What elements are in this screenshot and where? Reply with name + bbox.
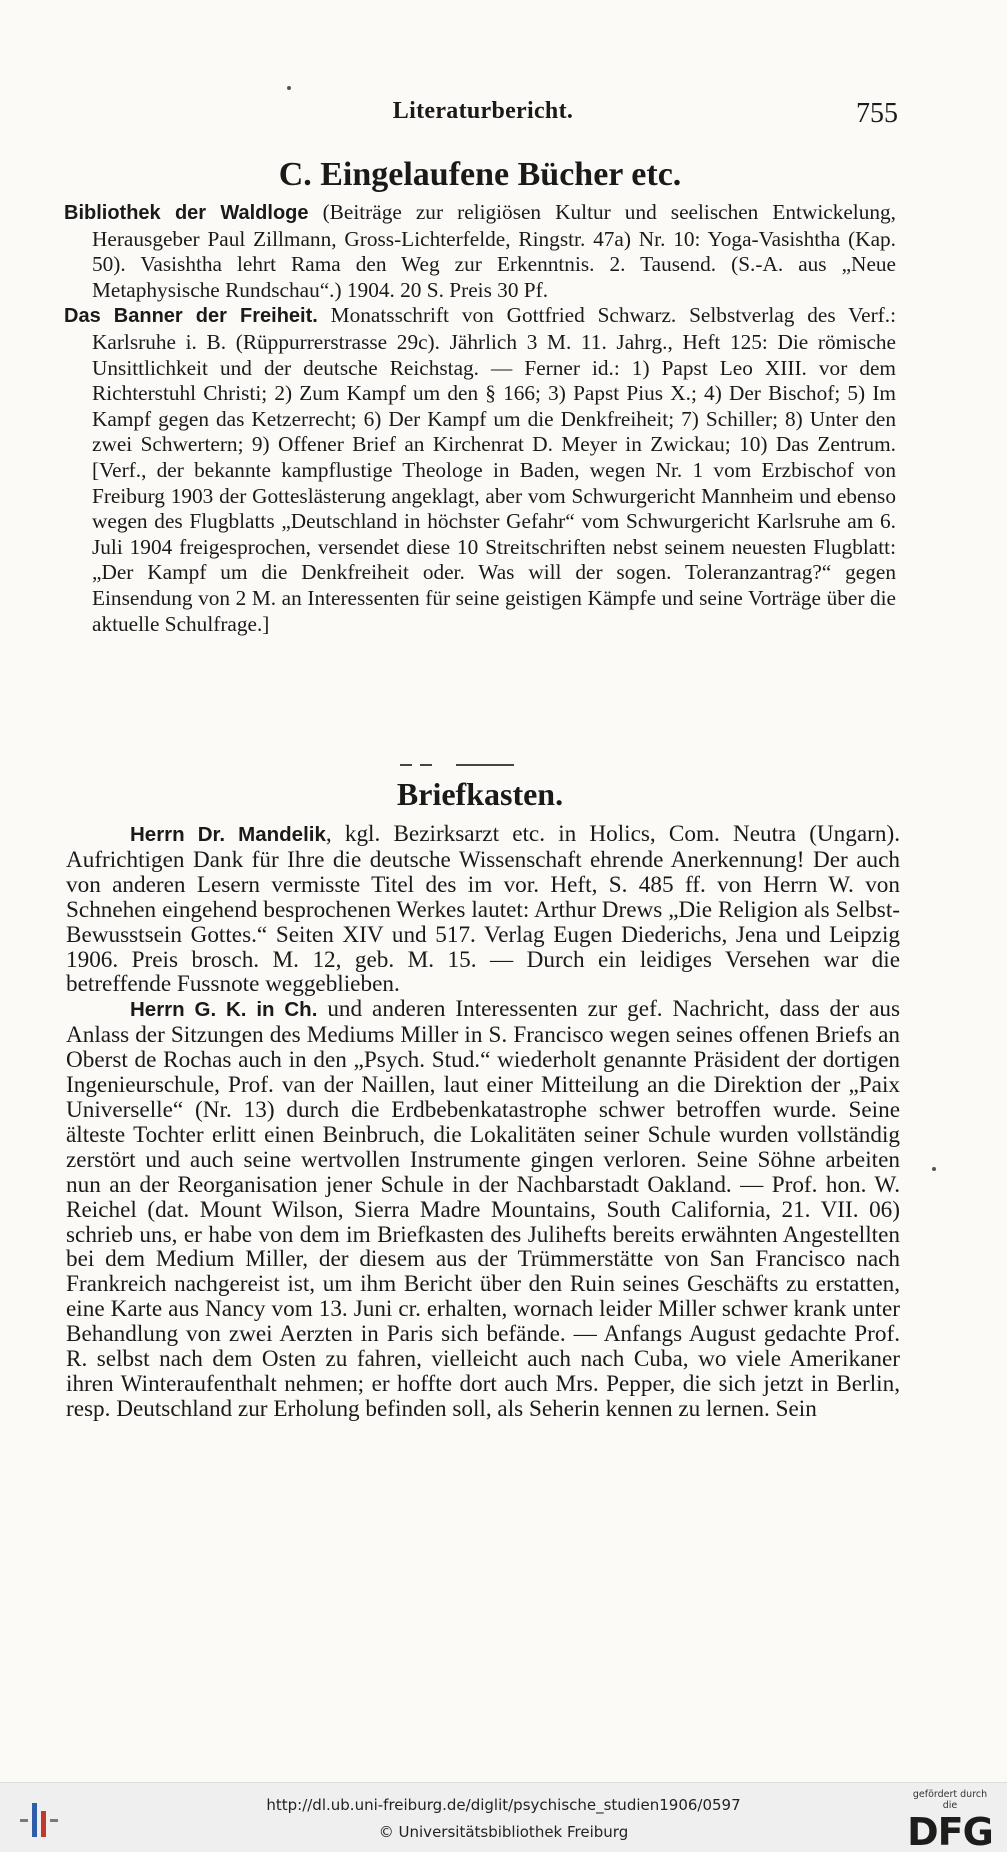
- dfg-logo: DFG: [907, 1810, 993, 1852]
- entry-title: Bibliothek der Waldloge: [64, 202, 309, 224]
- footer-url[interactable]: http://dl.ub.uni-freiburg.de/diglit/psychische_studien1906/0597: [266, 1796, 741, 1814]
- separator-dash: [420, 764, 432, 766]
- book-entries: [64, 200, 896, 637]
- funder-caption: gefördert durch die: [912, 1789, 988, 1811]
- letter: [66, 822, 900, 997]
- separator-dash: [400, 764, 412, 766]
- letter-list: [66, 822, 900, 1422]
- letter: [66, 997, 900, 1421]
- book-entry: [64, 200, 896, 303]
- letter-text: , kgl. Bezirksarzt etc. in Holics, Com. Neutra (Ungarn). Aufrichtigen Dank für Ihre die deutsche Wissenschaft ehrende Anerkennung! Der auch von anderen Lesern vermisste Titel des im vor. Heft, S. 485 ff. von Herrn W. von Schnehen eingehend besprochenen Werkes lautet: Arthur Drews „Die Religion als Selbst-Bewusstsein Gottes.“ Seiten XIV und 517. Verlag Eugen Diederichs, Jena und Leipzig 1906. Preis brosch. M. 12, geb. M. 15. — Durch ein leidiges Versehen war die betreffende Fussnote weggeblieben.: [66, 821, 900, 998]
- briefkasten-heading: Briefkasten.: [396, 776, 564, 812]
- section-heading: C. Eingelaufene Bücher etc.: [278, 156, 682, 193]
- funder-block: [905, 1789, 995, 1852]
- letter-addressee: Herrn Dr. Mandelik: [130, 823, 326, 846]
- scan-speck: [287, 86, 291, 90]
- footer-copyright: © Universitätsbibliothek Freiburg: [378, 1823, 629, 1841]
- separator-rule: [456, 764, 514, 766]
- entry-text: (Beiträge zur religiösen Kultur und seelischen Entwickelung, Herausgeber Paul Zillmann, Gross-Lichterfelde, Ringstr. 47a) Nr. 10: Yoga-Vasishtha (Kap. 50). Vasishtha lehrt Rama den Weg zur Erkenntnis. 2. Tausend. (S.-A. aus „Neue Metaphysische Rundschau“.) 1904. 20 S. Preis 30 Pf.: [92, 200, 896, 302]
- running-title: Literaturbericht.: [392, 98, 574, 124]
- book-entry: [64, 303, 896, 637]
- letter-addressee: Herrn G. K. in Ch.: [130, 998, 318, 1022]
- running-head: [68, 98, 898, 134]
- entry-title: Das Banner der Freiheit.: [64, 305, 318, 328]
- viewer-footer: [0, 1782, 1007, 1852]
- entry-text: Monatsschrift von Gottfried Schwarz. Selbstverlag des Verf.: Karlsruhe i. B. (Rüppurrerstrasse 29c). Jährlich 3 M. 11. Jahrg., Heft 125: Die römische Unsittlichkeit und der deutsche Reichstag. — Ferner id.: 1) Papst Leo XIII. vor dem Richterstuhl Christi; 2) Zum Kampf um den § 166; 3) Papst Pius X.; 4) Der Bischof; 5) Im Kampf gegen das Ketzerrecht; 6) Der Kampf um die Denkfreiheit; 7) Schiller; 8) Unter den zwei Schwertern; 9) Offener Brief an Kirchenrat D. Meyer in Zwickau; 10) Das Zentrum. [Verf., der bekannte kampflustige Theologe in Baden, wegen Nr. 1 vom Erzbischof von Freiburg 1903 der Gotteslästerung angeklagt, aber vom Schwurgericht Mannheim und ebenso wegen des Flugblatts „Deutschland in höchster Gefahr“ vom Schwurgericht Karlsruhe am 6. Juli 1904 freigesprochen, versendet diese 10 Streitschriften nebst seinem neuesten Flugblatt: „Der Kampf um die Denkfreiheit oder. Was will der sogen. Toleranzantrag?“ gegen Einsendung von 2 M. an Interessenten für seine geistigen Kämpfe und seine Vorträge über die aktuelle Schulfrage.]: [92, 303, 896, 636]
- page-number: 755: [856, 98, 898, 129]
- letter-text: und anderen Interessenten zur gef. Nachricht, dass der aus Anlass der Sitzungen des Mediums Miller in S. Francisco wegen seines offenen Briefs an Oberst de Rochas auch in den „Psych. Stud.“ wiederholt genannte Präsident der dortigen Ingenieurschule, Prof. van der Naillen, laut einer Mitteilung an die Direktion der „Paix Universelle“ (Nr. 13) durch die Erdbebenkatastrophe schwer betroffen wurde. Seine älteste Tochter erlitt einen Beinbruch, die Lokalitäten seiner Schule wurden vollständig zerstört und auch seine wertvollen Instrumente gingen verloren. Seine Söhne arbeiten nun an der Reorganisation jener Schule in der Nachbarstadt Oakland. — Prof. hon. W. Reichel (dat. Mount Wilson, Sierra Madre Mountains, South California, 21. VII. 06) schrieb uns, er habe von dem im Briefkasten des Julihefts bereits erwähnten Angestellten bei dem Medium Miller, der diesem aus der Trümmerstätte von San Francisco nach Frankreich nachgereist ist, um ihm Bericht über den Ruin seines Geschäfts zu erstatten, eine Karte aus Nancy vom 13. Juni cr. erhalten, wornach leider Miller schwer krank unter Behandlung von zwei Aerzten in Paris sich befände. — Anfangs August gedachte Prof. R. selbst nach dem Osten zu fahren, vielleicht auch nach Cuba, wo viele Amerikaner ihren Winteraufenthalt nehmen; er hoffte dort auch Mrs. Pepper, die sich jetzt in Berlin, resp. Deutschland zur Erholung befinden soll, als Seherin kennen zu lernen. Sein: [66, 996, 900, 1422]
- scan-speck: [932, 1167, 936, 1171]
